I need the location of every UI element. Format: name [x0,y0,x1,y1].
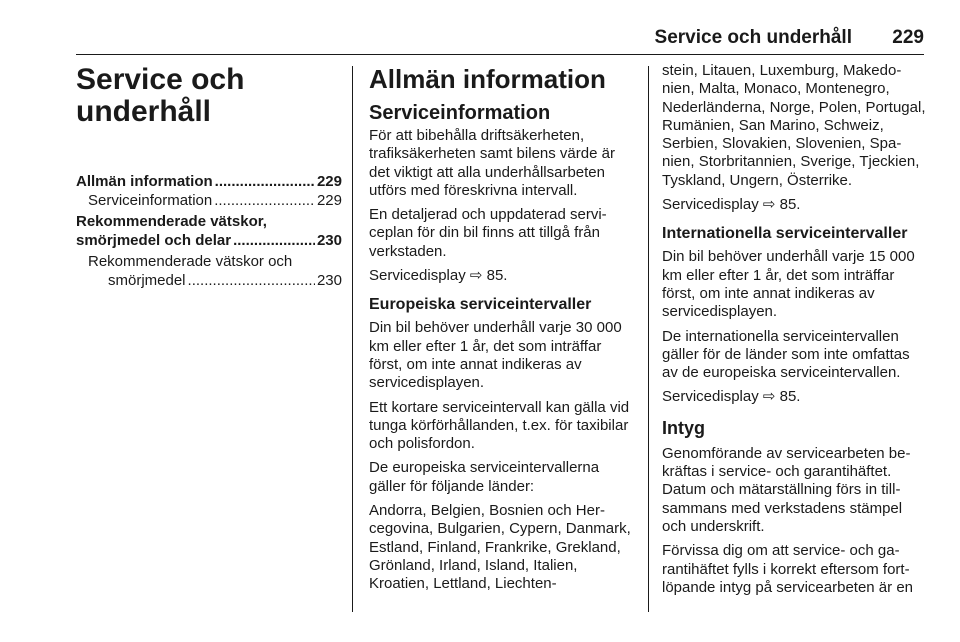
toc-entry-allman-information[interactable] [76,172,342,191]
paragraph: Genomförande av servicearbeten bekräftas i service- och garantihäftet. Datum och mätarställning förs in tillsammans med verkstadens stämpel och underskrift. [662,444,911,535]
toc-leader [188,271,315,290]
country-list-continued: stein, Litauen, Luxemburg, Makedonien, Malta, Monaco, Montenegro, Nederländerna, Norge, Polen, Portugal, Rumänien, San Marino, Schweiz, Serbien, Slovakien, Slovenien, Spanien, Storbritannien, Sverige, Tjeckien, Tyskland, Ungern, Österrike. [662,62,926,189]
heading-europeiska-serviceintervaller: Europeiska serviceintervaller [369,296,592,314]
paragraph: De internationella serviceintervallen gäller för de länder som inte omfattas av de europeiska serviceintervallen. [662,327,910,382]
paragraph: Ett kortare serviceintervall kan gälla vid tunga körförhållanden, t.ex. för taxibilar och polisfordon. [369,398,630,453]
toc-label: smörjmedel och delar [76,232,232,249]
toc-entry-rekommenderade-vatskor-smorjmedel[interactable] [76,252,342,290]
toc-label: Rekommenderade vätskor, [76,213,267,230]
toc-page: 230 [316,232,342,249]
header-title: Service och underhåll [654,27,852,48]
chapter-column [76,62,342,290]
heading-intyg: Intyg [662,417,705,438]
toc-leader [233,231,315,250]
paragraph: Din bil behöver underhåll varje 15 000 km eller efter 1 år, det som inträffar först, om inte annat indikeras av servicedisplayen. [662,248,915,321]
content-column-2 [369,62,635,600]
paragraph: De europeiska serviceintervallerna gäller för följande länder: [369,459,600,495]
toc-leader [214,191,315,210]
section-title: Allmän information [369,64,606,94]
subsection-title: Serviceinformation [369,102,551,124]
chapter-title [76,64,342,128]
toc-page: 230 [316,272,342,289]
toc-label: Serviceinformation [88,192,213,209]
paragraph: Förvissa dig om att service- och garantihäftet fylls i korrekt eftersom fortlöpande intyg på servicearbeten är en [662,542,914,596]
toc-label: Rekommenderade vätskor och [88,253,293,270]
heading-internationella-serviceintervaller: Internationella serviceintervaller [662,225,908,243]
chapter-title-line: underhåll [76,95,212,128]
toc-label: smörjmedel [108,272,186,289]
country-list: Andorra, Belgien, Bosnien och Hercegovina, Bulgarien, Cypern, Danmark, Estland, Finland, Frankrike, Grekland, Grönland, Irland, Island, Italien, Kroatien, Lettland, Liechten- [369,502,631,593]
toc-page: 229 [316,173,342,190]
column-divider [648,66,649,612]
toc-entry-rekommenderade-vatskor[interactable] [76,212,342,250]
cross-reference: Servicedisplay ⇨ 85. [369,267,508,285]
paragraph: En detaljerad och uppdaterad serviceplan för din bil finns att tillgå från verkstaden. [369,206,607,260]
toc-page: 229 [316,192,342,209]
toc-label: Allmän information [76,173,213,190]
cross-reference: Servicedisplay ⇨ 85. [662,196,801,214]
paragraph: Din bil behöver underhåll varje 30 000 km eller efter 1 år, det som inträffar först, om inte annat indikeras av servicedisplayen. [369,319,622,392]
page-number: 229 [892,27,924,48]
page-header [76,26,924,55]
toc-entry-serviceinformation[interactable] [76,191,342,210]
toc-leader [215,172,315,191]
column-divider [352,66,353,612]
table-of-contents [76,172,342,290]
paragraph: För att bibehålla driftsäkerheten, trafiksäkerheten samt bilens värde är det viktigt att alla underhållsarbeten utförs med föreskrivna intervall. [369,127,615,199]
content-column-3 [662,62,928,603]
chapter-title-line: Service och [76,63,245,96]
cross-reference: Servicedisplay ⇨ 85. [662,388,801,406]
